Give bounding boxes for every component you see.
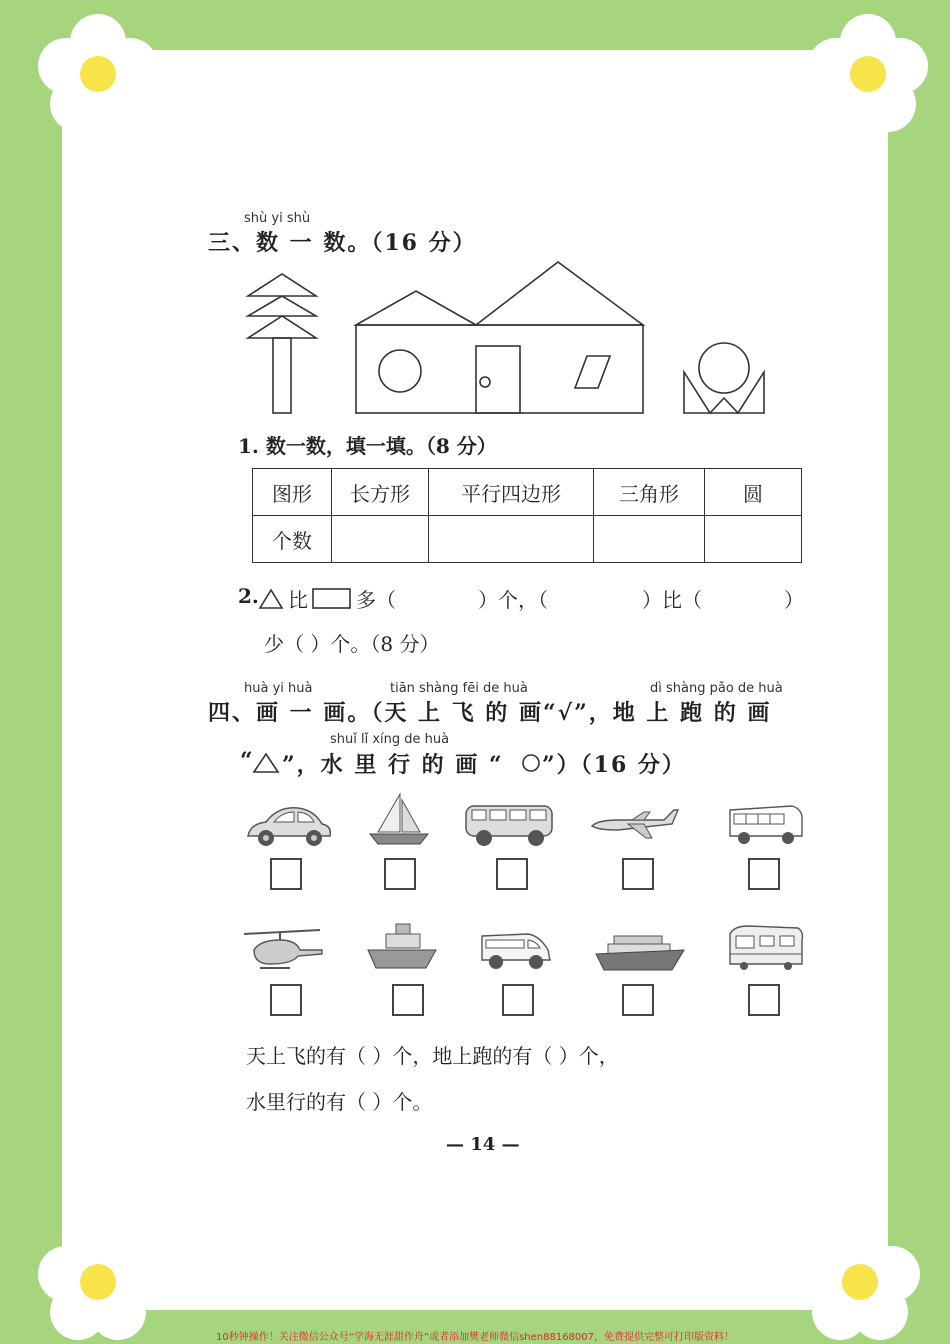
answer-cell-triangle[interactable] xyxy=(594,516,705,563)
answer-box-van[interactable] xyxy=(496,858,528,890)
answer-box-train[interactable] xyxy=(748,984,780,1016)
answer-box-ship[interactable] xyxy=(622,984,654,1016)
car-icon xyxy=(242,800,334,848)
answer-box-boat[interactable] xyxy=(392,984,424,1016)
tree-triangle-middle xyxy=(248,296,316,316)
v-triangle-middle xyxy=(710,398,738,413)
q2-duo: 多（ xyxy=(356,588,396,612)
rectangle-icon xyxy=(312,588,352,610)
section4-title: 四、画 一 画。（天 上 飞 的 画“√”，地 上 跑 的 画 xyxy=(208,700,772,726)
header-cell-circle: 圆 xyxy=(705,469,802,516)
answer-box-sailboat[interactable] xyxy=(384,858,416,890)
answer-cell-rectangle[interactable] xyxy=(332,516,429,563)
ship-icon xyxy=(594,930,686,974)
answer-box-airplane[interactable] xyxy=(622,858,654,890)
section4-pinyin-a: huà yi huà xyxy=(244,681,313,696)
tree-triangle-bottom xyxy=(248,316,316,338)
q2-number: 2. xyxy=(238,584,259,608)
answer-line-1: 天上飞的有（ ）个，地上跑的有（ ）个， xyxy=(246,1044,619,1068)
flower-decoration-top-right xyxy=(808,14,928,134)
q2-close: ） xyxy=(784,588,804,612)
flower-decoration-bottom-right xyxy=(800,1222,920,1342)
table-count-row xyxy=(253,516,802,563)
answer-box-car[interactable] xyxy=(270,858,302,890)
bus-icon xyxy=(726,802,806,846)
door-rectangle xyxy=(476,346,520,413)
page-number: — 14 — xyxy=(446,1134,520,1155)
v-triangle-left xyxy=(684,372,710,413)
door-knob-circle xyxy=(480,377,490,387)
flower-decoration-top-left xyxy=(38,14,158,134)
section4-line2-mid: ”，水 里 行 的 画 “ xyxy=(282,752,504,778)
section3-pinyin: shù yi shù xyxy=(244,211,311,226)
header-cell-triangle: 三角形 xyxy=(594,469,705,516)
header-cell-shape: 图形 xyxy=(253,469,332,516)
section4-line2-end: ”）（16 分） xyxy=(542,752,686,778)
circle-symbol-icon xyxy=(520,752,542,774)
count-table xyxy=(252,468,802,563)
promo-footer: 10秒钟操作！关注微信公众号“学海无涯甜作舟”或者添加樊老师微信shen88168007，免费提供完整可打印版资料！ xyxy=(215,1332,735,1343)
v-circle xyxy=(699,343,749,393)
v-triangle-right xyxy=(738,372,764,413)
answer-box-minivan[interactable] xyxy=(502,984,534,1016)
header-cell-rectangle: 长方形 xyxy=(332,469,429,516)
window-circle xyxy=(379,350,421,392)
helicopter-icon xyxy=(240,924,324,974)
section4-pinyin-b: tiān shàng fēi de huà xyxy=(390,681,528,696)
header-cell-parallelogram: 平行四边形 xyxy=(429,469,594,516)
q2-ge: ）个，（ xyxy=(478,588,548,612)
section4-pinyin-d: shuǐ lǐ xíng de huà xyxy=(330,732,450,747)
answer-line-2: 水里行的有（ ）个。 xyxy=(246,1090,433,1114)
tree-trunk-rectangle xyxy=(273,338,291,413)
roof-triangle-left xyxy=(356,291,476,325)
roof-triangle-right xyxy=(476,262,643,325)
section4-pinyin-c: dì shàng pǎo de huà xyxy=(650,681,783,696)
section4-line2-open: “ xyxy=(240,748,255,774)
q1-prompt: 1. 数一数，填一填。（8 分） xyxy=(238,434,497,458)
tree-triangle-top xyxy=(248,274,316,296)
airplane-icon xyxy=(588,806,680,842)
window-parallelogram xyxy=(575,356,610,388)
train-icon xyxy=(724,922,806,972)
boat-icon xyxy=(366,922,438,974)
answer-cell-parallelogram[interactable] xyxy=(429,516,594,563)
section3-title: 三、数 一 数。（16 分） xyxy=(208,230,477,256)
q2-line2: 少（ ）个。（8 分） xyxy=(264,632,440,656)
van-icon xyxy=(462,800,558,848)
triangle-icon xyxy=(258,588,284,610)
q2-bi2: ）比（ xyxy=(642,588,702,612)
q2-bi: 比 xyxy=(288,588,308,612)
minivan-icon xyxy=(478,928,554,972)
answer-box-helicopter[interactable] xyxy=(270,984,302,1016)
table-header-row xyxy=(253,469,802,516)
answer-cell-circle[interactable] xyxy=(705,516,802,563)
triangle-symbol-icon xyxy=(252,752,280,774)
house-body-rectangle xyxy=(356,325,643,413)
flower-decoration-bottom-left xyxy=(38,1222,158,1342)
row-label-count: 个数 xyxy=(253,516,332,563)
sailboat-icon xyxy=(364,792,434,848)
answer-box-bus[interactable] xyxy=(748,858,780,890)
shapes-figure xyxy=(240,258,770,418)
